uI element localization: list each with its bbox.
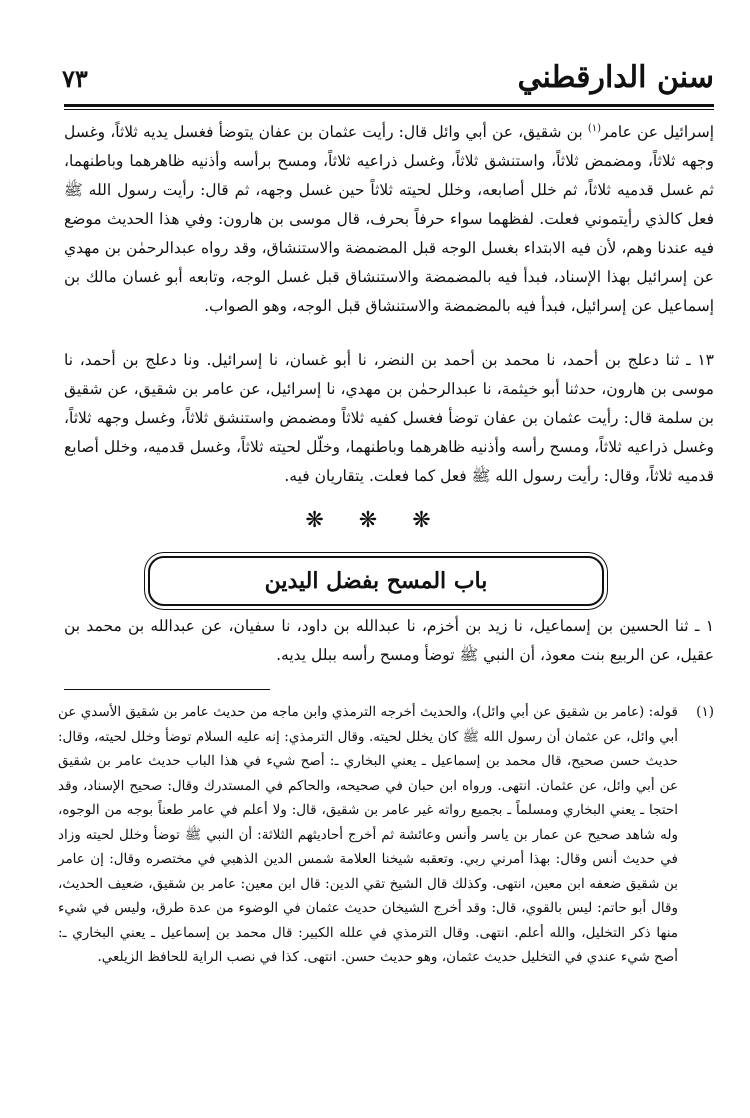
header-divider	[64, 104, 714, 107]
paragraph-hadith-13: ١٣ ـ ثنا دعلج بن أحمد، نا محمد بن أحمد بن النضر، نا أبو غسان، نا إسرائيل. ونا دعلج بن أحمد، نا موسى بن هارون، حدثنا أبو خيثمة، نا عبدالرحمٰن بن مهدي، نا إسرائيل، عن عامر بن شقيق، عن شقيق بن سلمة قال: رأيت عثمان بن عفان توضأ فغسل كفيه ثلاثاً ومضمض واستنشق ثلاثاً، وغسل وجهه ثلاثاً، وغسل ذراعيه ثلاثاً، ومسح رأسه وأذنيه ظاهرهما وباطنهما، وخلّل لحيته ثلاثاً، وغسل قدميه، وخلل أصابع قدميه ثلاثاً، وقال: رأيت رسول الله ﷺ فعل كما فعلت. يتقاريان فيه.	[64, 351, 714, 485]
footnote-number: (١)	[696, 704, 714, 720]
paragraph-hadith-continuation	[64, 114, 714, 321]
footnote	[58, 700, 714, 970]
book-title: سنن الدارقطني	[517, 60, 714, 95]
paragraph-text: إسرائيل عن عامر	[601, 123, 714, 142]
chapter-title: باب المسح بفضل اليدين	[264, 568, 488, 594]
paragraph-hadith-1: ١ ـ ثنا الحسين بن إسماعيل، نا زيد بن أخزم، نا عبدالله بن داود، نا سفيان، عن عبدالله بن محمد بن عقيل، عن الربيع بنت معوذ، أن النبي ﷺ توضأ ومسح رأسه ببلل يديه.	[64, 617, 715, 664]
chapter-heading-box	[148, 556, 604, 606]
page-number: ٧٣	[62, 64, 88, 93]
section-ornament: ❋ ❋ ❋	[305, 508, 445, 533]
footnote-text: قوله: (عامر بن شقيق عن أبي وائل)، والحديث أخرجه الترمذي وابن ماجه من حديث عامر بن شقيق الأسدي عن أبي وائل، عن عثمان أن رسول الله ﷺ كان يخلل لحيته. وقال الترمذي: إنه عليه السلام توضأ وخلل لحيته، وقال: حديث حسن صحيح، قال محمد بن إسماعيل ـ يعني البخاري ـ: أصح شيء في هذا الباب حديث عامر بن شقيق عن أبي وائل، عن عثمان. انتهى. ورواه ابن حبان في صحيحه، والحاكم في المستدرك وقال: صحيح الإسناد، وقد احتجا ـ يعني البخاري ومسلماً ـ بجميع رواته غير عامر بن شقيق، قال: ولا أعلم في عامر طعناً بوجه من الوجوه، وله شاهد صحيح عن عمار بن ياسر وأنس وعائشة ثم أخرج أحاديثهم الثلاثة: أن النبي ﷺ توضأ وخلل لحيته وزاد في حديث أنس وقال: بهذا أمرني ربي. وتعقبه شيخنا العلامة شمس الدين الذهبي في مختصره وقال: إن عامر بن شقيق ضعفه ابن معين، انتهى. وكذلك قال الشيخ تقي الدين: قال ابن معين: عامر بن شقيق، ضعيف الحديث، وقال أبو حاتم: ليس بالقوي، قال: وقد أخرج الشيخان حديث عثمان في الوضوء من عدة طرق، وليس في شيء منها ذكر التخليل، والله أعلم. انتهى. وقال الترمذي في علله الكبير: قال محمد بن إسماعيل ـ يعني البخاري ـ: أصح شيء عندي في التخليل حديث عثمان، وهو حديث حسن. انتهى. كذا في نصب الراية للحافظ الزيلعي.	[58, 704, 678, 965]
footnote-divider	[64, 689, 270, 690]
footnote-reference[interactable]: (١)	[587, 123, 602, 134]
paragraph-text: بن شقيق، عن أبي وائل قال: رأيت عثمان بن عفان يتوضأ فغسل يديه ثلاثاً، وغسل وجهه ثلاثاً، ومضمض ثلاثاً، واستنشق ثلاثاً، وغسل ذراعيه ثلاثاً، ومسح برأسه وأذنيه ظاهرهما وباطنهما، ثم غسل قدميه ثلاثاً، ثم خلل أصابعه، وخلل لحيته ثلاثاً حين غسل وجهه، ثم قال: رأيت رسول الله ﷺ فعل كالذي رأيتموني فعلت. لفظهما سواء حرفاً بحرف، قال موسى بن هارون: وفي هذا الحديث موضع فيه عندنا وهم، لأن فيه الابتداء بغسل الوجه قبل المضمضة والاستنشاق، وقد رواه عبدالرحمٰن بن مهدي عن إسرائيل بهذا الإسناد، فبدأ فيه بالمضمضة والاستنشاق قبل غسل الوجه، وتابعه أبو غسان مالك بن إسماعيل عن إسرائيل، فبدأ فيه بالمضمضة والاستنشاق قبل الوجه، وهو الصواب.	[64, 123, 714, 316]
